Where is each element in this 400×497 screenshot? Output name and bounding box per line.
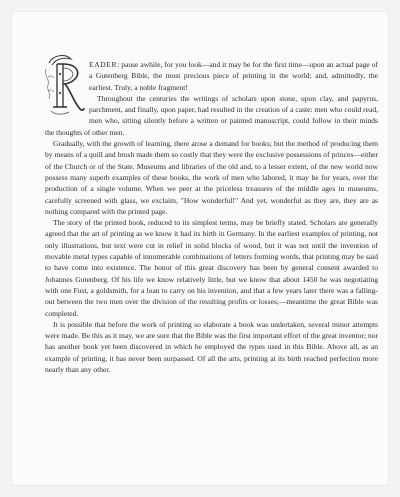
paragraph-1-text: : pause awhile, for you look—and it may be for the first time—upon an actual page of a Gutenberg Bible, the most precious piece of printing in the world; and, admittedly, the earliest. Truly, a noble fragment! xyxy=(89,60,378,92)
body-text xyxy=(45,59,378,375)
paragraph-4: The story of the printed book, reduced to its simplest terms, may be briefly stated. Scholars are generally agreed that the art of printing as we know it had its birth in Germany. In the earliest examples of printing, not only illustrations, but text were cut in relief in solid blocks of wood, but it was not until the invention of movable metal types capable of innumerable combinations of letters forming words, that printing may be said to have come into existence. The honor of this great discovery has been by general consent awarded to Johannes Gutenberg. Of his life we know relatively little, but we know that about 1450 he was negotiating with one Fust, a goldsmith, for a loan to carry on his invention, and that a few years later there was a falling-out between the two men over the division of the resulting profits or losses;—meantime the great Bible was completed. xyxy=(45,218,378,318)
paragraph-1 xyxy=(45,59,378,93)
opening-caps: EADER xyxy=(89,60,118,69)
decorated-initial-r xyxy=(43,55,85,117)
paragraph-5: It is possible that before the work of printing so elaborate a book was undertaken, several minor attempts were made. Be this as it may, we are sure that the Bible was the first important effort of the great inventor; nor has another book yet been discovered in which he employed the types used in this Bible. Above all, as an example of printing, it has never been surpassed. Of all the arts, printing at its birth reached perfection more nearly than any other. xyxy=(45,319,379,375)
document-page xyxy=(11,11,389,486)
paragraph-3: Gradually, with the growth of learning, there arose a demand for books; but the method of producing them by means of a quill and brush made them so costly that they were the exclusive possessions of princes—either of the Church or of the State. Museums and libraries of the old and, to a lesser extent, of the new world now possess many superb examples of these books, the work of men who labored, it may be for years, over the production of a single volume. When we peer at the priceless treasures of the middle ages in museums, carefully screened with glass, we exclaim, "How wonderful!" And yet, wonderful as they are, they are as nothing compared with the printed page. xyxy=(45,139,378,216)
paragraph-2: Throughout the centuries the writings of scholars upon stone, upon clay, and papyrus, parchment, and finally, upon paper, had resulted in the creation of a caste: men who could read, men who, sitting silently before a written or painted manuscript, could follow in their minds the thoughts of other men. xyxy=(45,93,378,137)
